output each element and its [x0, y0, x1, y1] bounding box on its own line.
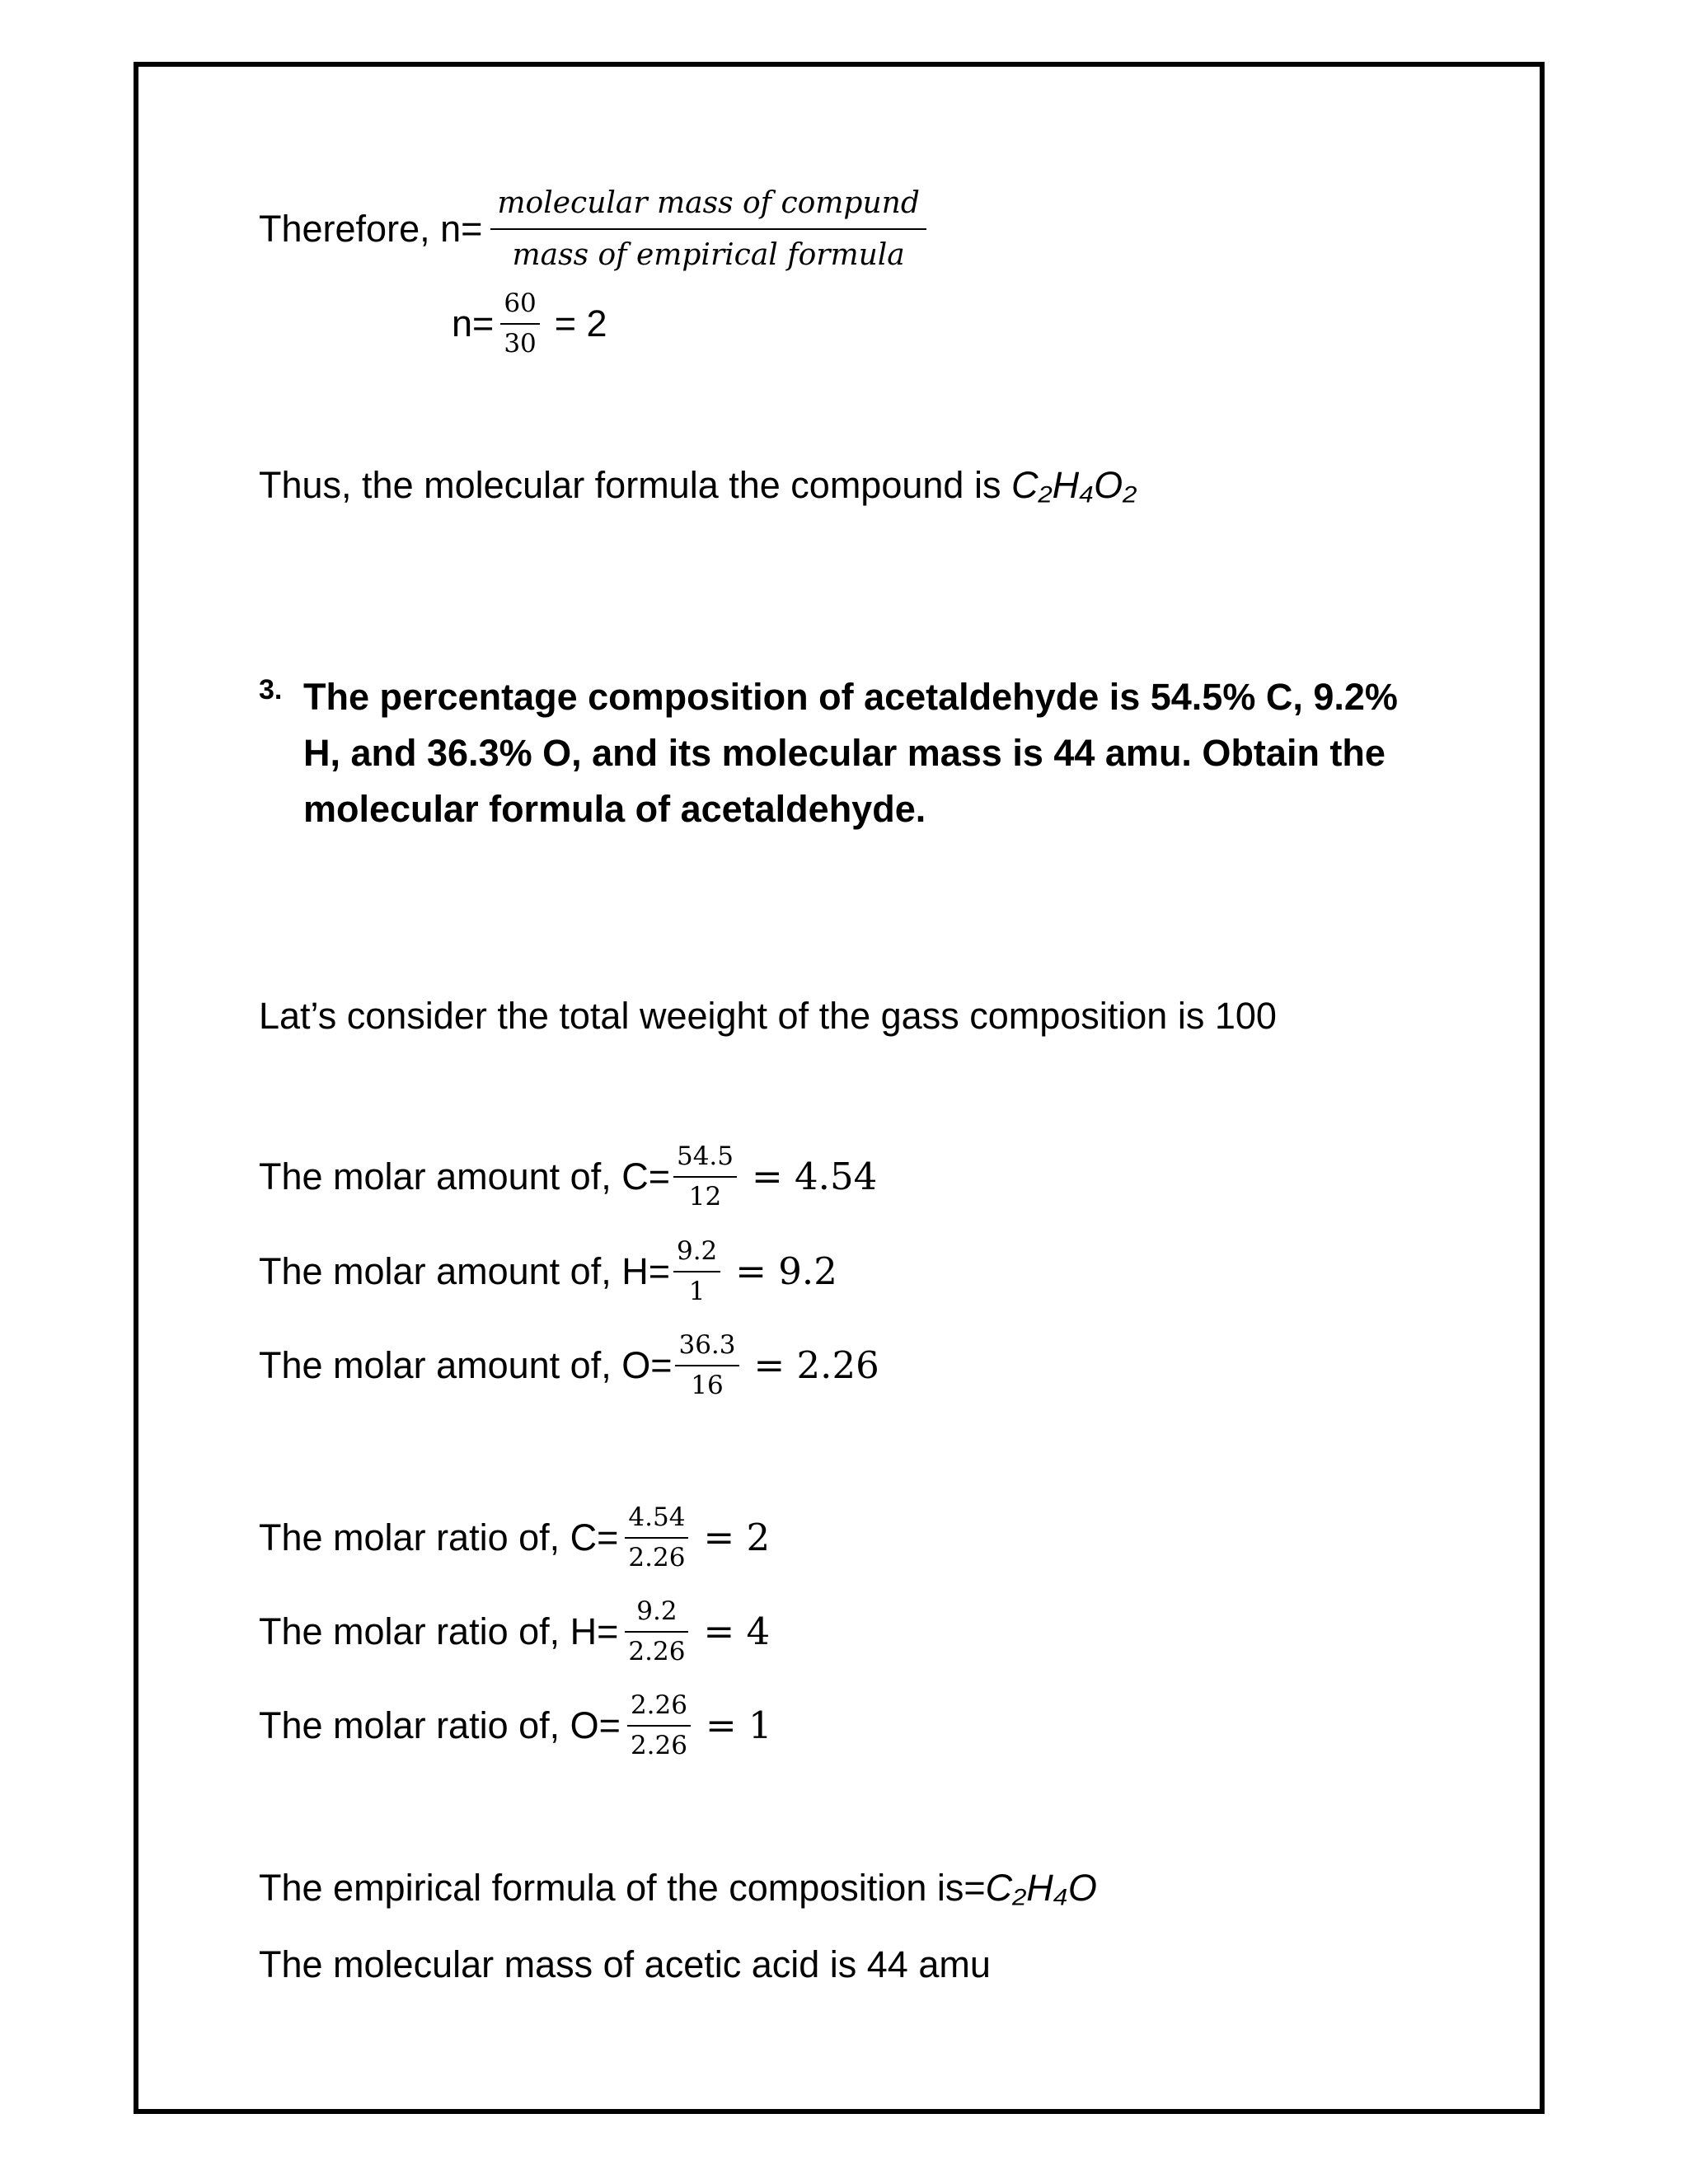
conclusion-formula: C₂H₄O₂: [1010, 464, 1137, 506]
molar-amount-fraction: [673, 1141, 737, 1212]
molar-amount-result: = 9.2: [735, 1249, 837, 1293]
molar-ratio-fraction: [625, 1596, 688, 1666]
molar-ratio-result: = 1: [705, 1704, 772, 1747]
n-formula-line: [259, 186, 926, 272]
fraction-denominator: mass of empirical formula: [512, 238, 905, 272]
assumption-text: Lat’s consider the total weeight of the gass composition is 100: [259, 995, 1277, 1037]
molar-amount-fraction: [673, 1236, 720, 1306]
fraction-numerator: 4.54: [628, 1502, 686, 1532]
molar-amount-fraction: [675, 1330, 738, 1400]
n-formula-fraction: [490, 186, 926, 272]
molar-ratio-fraction: [627, 1690, 691, 1760]
molar-amount-o: [259, 1330, 879, 1400]
molar-ratio-c: [259, 1502, 770, 1572]
question-text: The percentage composition of acetaldehyde is 54.5% C, 9.2% H, and 36.3% O, and its molecular mass is 44 amu. Obtain the molecular formula of acetaldehyde.: [303, 676, 1398, 830]
n-result: = 2: [554, 302, 607, 344]
molar-amount-result: = 2.26: [753, 1343, 879, 1387]
molar-ratio-label: The molar ratio of, O=: [259, 1704, 621, 1746]
fraction-denominator: 2.26: [628, 1637, 686, 1666]
molar-ratio-result: = 2: [703, 1516, 771, 1559]
conclusion-text: Thus, the molecular formula the compound is: [259, 464, 1011, 506]
molar-amount-label: The molar amount of, O=: [259, 1343, 673, 1386]
fraction-numerator: 60: [504, 288, 537, 318]
molar-ratio-fraction: [625, 1502, 688, 1572]
fraction-denominator: 2.26: [630, 1731, 687, 1760]
n-calc-fraction: [500, 288, 539, 359]
molecular-mass-text: The molecular mass of acetic acid is 44 amu: [259, 1943, 991, 1985]
fraction-denominator: 16: [691, 1371, 724, 1400]
conclusion-line: [259, 466, 1137, 504]
molar-ratio-label: The molar ratio of, H=: [259, 1610, 619, 1652]
fraction-numerator: molecular mass of compund: [497, 186, 920, 220]
molar-amount-label: The molar amount of, H=: [259, 1249, 670, 1292]
molar-amount-c: [259, 1141, 877, 1212]
molar-ratio-result: = 4: [703, 1610, 771, 1653]
empirical-formula: C₂H₄O: [985, 1867, 1097, 1909]
page-border: [134, 62, 1545, 2114]
fraction-numerator: 9.2: [676, 1236, 718, 1266]
molar-amount-result: = 4.54: [752, 1155, 878, 1198]
molar-ratio-o: [259, 1690, 772, 1760]
molar-amount-label: The molar amount of, C=: [259, 1155, 670, 1197]
therefore-label: Therefore, n=: [259, 208, 483, 250]
molar-amount-h: [259, 1236, 837, 1306]
n-calc-line: [452, 288, 607, 359]
fraction-denominator: 30: [504, 329, 537, 359]
empirical-formula-line: [259, 1867, 1097, 1909]
empirical-text: The empirical formula of the composition is=: [259, 1867, 986, 1909]
fraction-numerator: 2.26: [630, 1690, 687, 1720]
fraction-numerator: 54.5: [676, 1141, 734, 1171]
molar-ratio-label: The molar ratio of, C=: [259, 1516, 619, 1558]
fraction-denominator: 1: [688, 1277, 706, 1306]
question-number: 3.: [259, 674, 283, 705]
fraction-numerator: 9.2: [636, 1596, 678, 1626]
fraction-numerator: 36.3: [678, 1330, 736, 1360]
n-label: n=: [452, 302, 495, 344]
fraction-denominator: 2.26: [628, 1543, 686, 1572]
molar-ratio-h: [259, 1596, 770, 1666]
fraction-denominator: 12: [688, 1182, 722, 1212]
